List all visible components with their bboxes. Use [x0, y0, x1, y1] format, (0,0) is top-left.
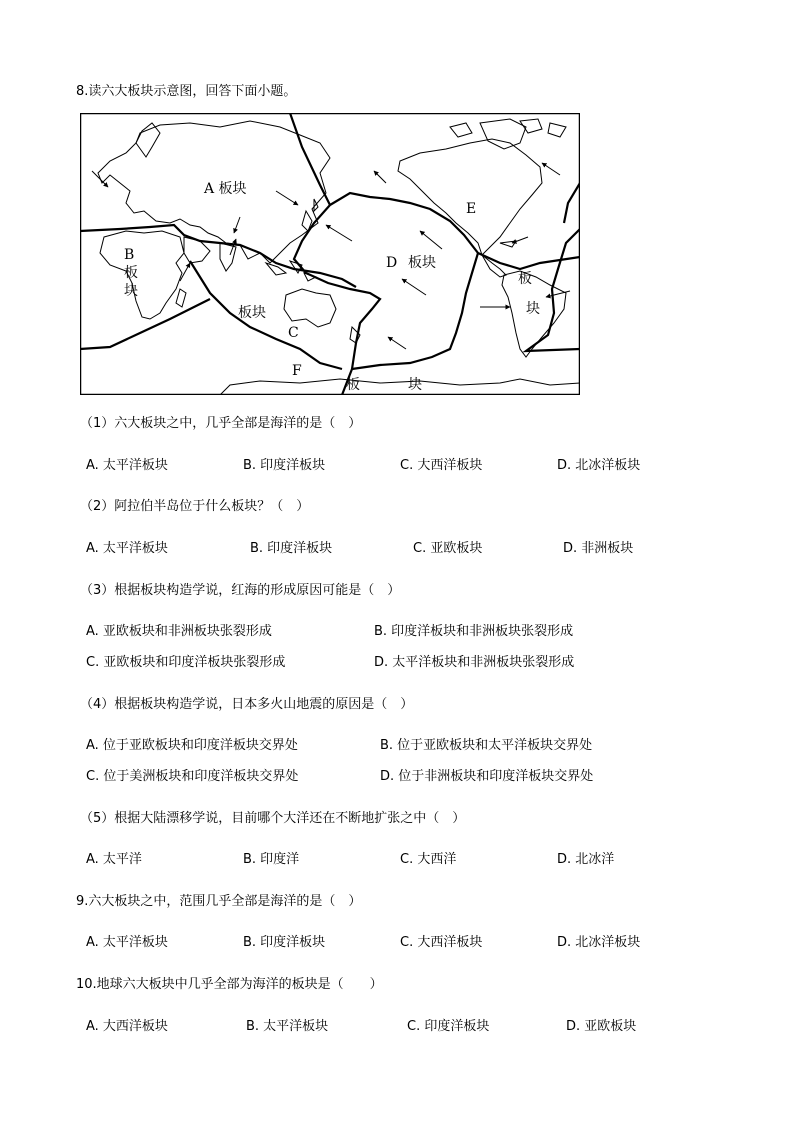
label-plate-d-word: 板块 [408, 255, 436, 271]
subquestion-3-option-d[interactable]: D. 太平洋板块和非洲板块张裂形成 [374, 655, 575, 670]
subquestion-1-option-a[interactable]: A. 太平洋板块 [86, 458, 168, 473]
question-8-title: 8.读六大板块示意图，回答下面小题。 [76, 84, 297, 99]
subquestion-5-stem: （5）根据大陆漂移学说，目前哪个大洋还在不断地扩张之中（ ） [80, 811, 466, 826]
question-10-option-a[interactable]: A. 大西洋板块 [86, 1019, 168, 1034]
subquestion-2-option-c[interactable]: C. 亚欧板块 [413, 541, 483, 556]
subquestion-4-option-d[interactable]: D. 位于非洲板块和印度洋板块交界处 [380, 769, 594, 784]
subquestion-2-stem: （2）阿拉伯半岛位于什么板块？（ ） [80, 499, 310, 514]
map-frame [81, 114, 580, 395]
label-plate-b-letter: B [124, 247, 135, 263]
subquestion-1-option-b[interactable]: B. 印度洋板块 [243, 458, 326, 473]
question-9-option-c[interactable]: C. 大西洋板块 [400, 935, 483, 950]
subquestion-1-option-d[interactable]: D. 北冰洋板块 [557, 458, 641, 473]
six-plates-map [80, 113, 580, 395]
subquestion-4-option-a[interactable]: A. 位于亚欧板块和印度洋板块交界处 [86, 738, 298, 753]
question-10-option-c[interactable]: C. 印度洋板块 [407, 1019, 490, 1034]
subquestion-3-option-b[interactable]: B. 印度洋板块和非洲板块张裂形成 [374, 624, 574, 639]
subquestion-2-option-b[interactable]: B. 印度洋板块 [250, 541, 333, 556]
question-9-title: 9.六大板块之中，范围几乎全部是海洋的是（ ） [76, 894, 362, 909]
label-plate-f: F [292, 363, 302, 379]
label-plate-b-char1: 板 [124, 265, 138, 281]
subquestion-1-stem: （1）六大板块之中，几乎全部是海洋的是（ ） [80, 416, 362, 431]
question-9-option-d[interactable]: D. 北冰洋板块 [557, 935, 641, 950]
label-plate-america-char2: 块 [526, 301, 540, 317]
subquestion-5-option-c[interactable]: C. 大西洋 [400, 852, 457, 867]
label-plate-america-char1: 板 [518, 271, 532, 287]
subquestion-2-option-d[interactable]: D. 非洲板块 [563, 541, 634, 556]
subquestion-3-stem: （3）根据板块构造学说，红海的形成原因可能是（ ） [80, 583, 401, 598]
question-10-option-d[interactable]: D. 亚欧板块 [566, 1019, 637, 1034]
label-plate-c-letter: C [288, 325, 299, 341]
subquestion-1-option-c[interactable]: C. 大西洋板块 [400, 458, 483, 473]
subquestion-4-option-b[interactable]: B. 位于亚欧板块和太平洋板块交界处 [380, 738, 593, 753]
label-plate-b-char2: 块 [124, 283, 138, 299]
question-10-title: 10.地球六大板块中几乎全部为海洋的板块是（ ） [76, 977, 383, 992]
question-9-option-a[interactable]: A. 太平洋板块 [86, 935, 168, 950]
question-10-option-b[interactable]: B. 太平洋板块 [246, 1019, 329, 1034]
subquestion-5-option-d[interactable]: D. 北冰洋 [557, 852, 615, 867]
question-9-option-b[interactable]: B. 印度洋板块 [243, 935, 326, 950]
subquestion-4-option-c[interactable]: C. 位于美洲板块和印度洋板块交界处 [86, 769, 299, 784]
subquestion-4-stem: （4）根据板块构造学说，日本多火山地震的原因是（ ） [80, 697, 414, 712]
label-plate-c-word: 板块 [238, 305, 266, 321]
label-plate-a: A 板块 [204, 181, 247, 197]
subquestion-2-option-a[interactable]: A. 太平洋板块 [86, 541, 168, 556]
subquestion-3-option-c[interactable]: C. 亚欧板块和印度洋板块张裂形成 [86, 655, 286, 670]
label-plate-f-char2: 块 [408, 377, 422, 393]
label-plate-f-char1: 板 [346, 377, 360, 393]
subquestion-3-option-a[interactable]: A. 亚欧板块和非洲板块张裂形成 [86, 624, 272, 639]
subquestion-5-option-a[interactable]: A. 太平洋 [86, 852, 142, 867]
label-plate-e: E [466, 201, 477, 217]
subquestion-5-option-b[interactable]: B. 印度洋 [243, 852, 300, 867]
label-plate-d-letter: D [386, 255, 398, 271]
